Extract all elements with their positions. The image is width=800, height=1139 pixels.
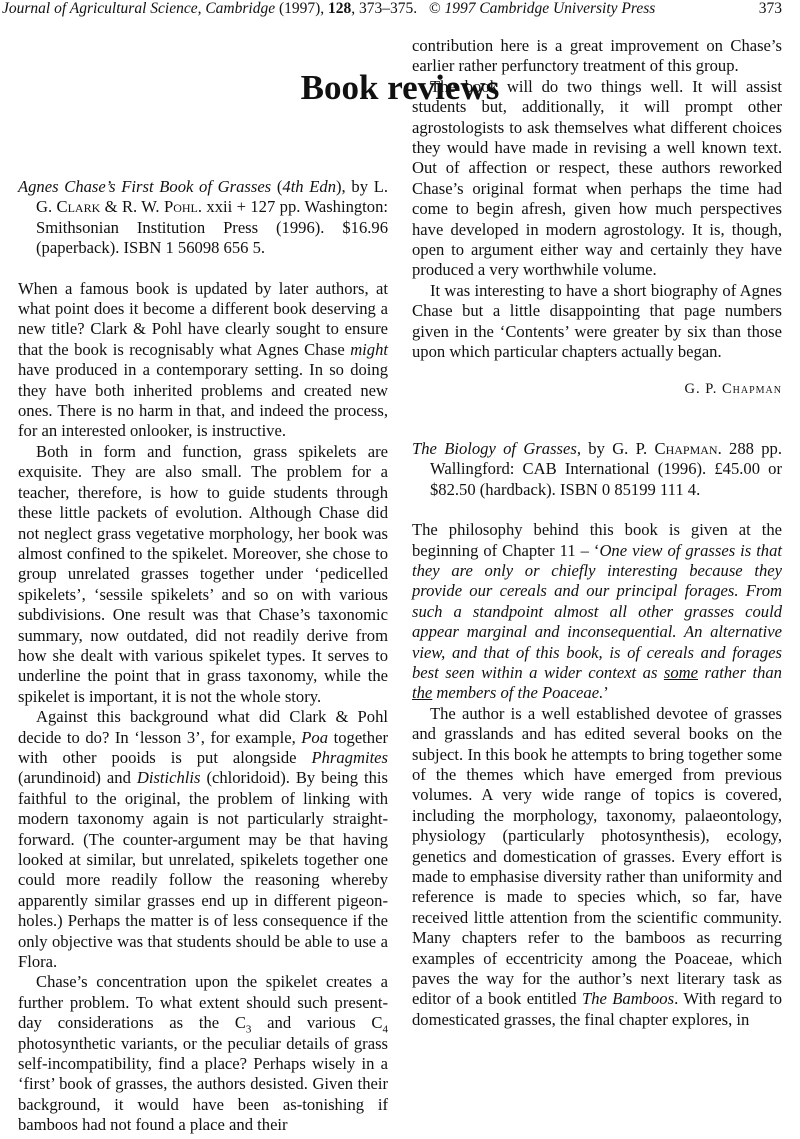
paragraph bbox=[412, 704, 782, 1031]
text-run: Distichlis bbox=[136, 768, 201, 788]
text-run: Phragmites bbox=[311, 747, 388, 767]
left-column bbox=[18, 177, 388, 1136]
text-run: 3 bbox=[245, 1023, 252, 1036]
text-run: Clark bbox=[56, 197, 101, 217]
text-run: the bbox=[412, 683, 433, 703]
text-run: & R. W. bbox=[100, 197, 164, 217]
text-run: ’ bbox=[603, 683, 609, 703]
text-run: . xxii + 127 pp. Washington: Smithsonian Institution Press (1996). $16.96 (paperback). ISBN 1 56098 656 5. bbox=[36, 197, 388, 258]
journal-year: (1997), bbox=[278, 0, 325, 17]
text-run: ), by L. G. bbox=[36, 177, 388, 217]
right-column bbox=[412, 36, 782, 1030]
journal-volume: 128 bbox=[328, 0, 352, 17]
text-run: When a famous book is updated by later authors, at what point does it become a different book deserving a new title? Clark & Pohl have clearly sought to ensure that the book is recognisably what Agnes Chase bbox=[18, 278, 388, 359]
text-run: Pohl bbox=[163, 197, 198, 217]
text-run: together with other pooids is put alongside bbox=[18, 727, 388, 767]
paragraph bbox=[412, 77, 782, 281]
paragraph bbox=[18, 707, 388, 972]
paragraph bbox=[412, 281, 782, 363]
text-run: , by G. P. bbox=[576, 438, 655, 458]
text-run: 4th Edn bbox=[282, 177, 337, 196]
text-run: ( bbox=[271, 177, 283, 196]
paragraph bbox=[18, 442, 388, 707]
text-run: Chase’s concentration upon the spikelet creates a further problem. To what extent should such present-day considerations as the C bbox=[18, 972, 388, 1033]
text-run: some bbox=[663, 662, 699, 682]
text-run: It was interesting to have a short biography of Agnes Chase but a little disappointing that page numbers given in the ‘Contents’ were greater by six than those upon which particular chapters actually began. bbox=[412, 280, 782, 362]
copyright: © 1997 Cambridge University Press bbox=[428, 0, 656, 17]
journal-name: Journal of Agricultural Science, Cambridge bbox=[2, 0, 276, 17]
text-run: 4 bbox=[382, 1023, 388, 1036]
text-run: Agnes Chase’s First Book of Grasses bbox=[18, 177, 272, 196]
text-run: have produced in a contemporary setting. In so doing they have both inherited problems and created new ones. There is no harm in that, and indeed the process, for an interested onlooker, is instructive. bbox=[18, 360, 388, 441]
text-run: might bbox=[350, 339, 388, 359]
text-run: . 288 pp. Wallingford: CAB International (1996). £45.00 or $82.50 (hardback). ISBN 0 85199 111 4. bbox=[430, 438, 782, 499]
running-header bbox=[2, 0, 655, 18]
text-run: One view of grasses is that they are only or chiefly interesting because they provide our cereals and our principal forages. From such a standpoint almost all other grasses could appear marginal and inconsequential. An alternative view, and that of this book, is of cereals and forages best seen within a wider context as bbox=[412, 540, 783, 682]
text-run: The philosophy behind this book is given at the beginning of Chapter 11 – ‘ bbox=[412, 520, 782, 560]
text-run: The Biology of Grasses bbox=[412, 438, 577, 458]
text-run: rather than bbox=[698, 662, 782, 682]
text-run: G. P. Chapman bbox=[684, 380, 782, 397]
journal-pages: , 373–375. bbox=[351, 0, 418, 17]
reviewer-signature bbox=[412, 379, 782, 399]
text-run: photosynthetic variants, or the peculiar details of grass self-incompatibility, find a place? Perhaps wisely in a ‘first’ book of grasses, the authors desisted. Given their background, it would have been as-tonishing if bamboos had not found a place and their bbox=[18, 1033, 388, 1135]
page-number: 373 bbox=[758, 0, 782, 17]
paragraph bbox=[412, 36, 782, 77]
text-run: contribution here is a great improvement on Chase’s earlier rather perfunctory treatment of this group. bbox=[412, 36, 782, 76]
paragraph bbox=[18, 279, 388, 442]
text-run: (chloridoid). By being this faithful to the original, the problem of linking with modern taxonomy again is not particularly straight-forward. (The counter-argument may be that having looked at similar, but unrelated, spikelets together one could more readily follow the reasoning whereby apparently similar grasses end up in different pigeon-holes.) Perhaps the matter is of less consequence if the only objective was that students should be able to use a Flora. bbox=[18, 768, 388, 972]
text-run: The Bamboos bbox=[581, 989, 675, 1009]
text-run: Poa bbox=[301, 727, 329, 747]
text-run: The book will do two things well. It will assist students but, additionally, it will prompt other agrostologists to ask themselves what different choices they would have made in revising a well known text. Out of affection or respect, these authors reworked Chase’s original format when perhaps the time had come to begin afresh, given how much perspectives have developed in modern agrostology. It is, though, open to argument either way and certainly they have produced a very worthwhile volume. bbox=[412, 76, 782, 280]
paragraph bbox=[18, 972, 388, 1135]
book-citation bbox=[18, 177, 388, 259]
text-run: and various C bbox=[251, 1013, 383, 1033]
text-run: Against this background what did Clark & Pohl decide to do? In ‘lesson 3’, for example, bbox=[18, 707, 388, 747]
text-run: . With regard to domesticated grasses, the final chapter explores, in bbox=[412, 989, 783, 1029]
text-run: The author is a well established devotee of grasses and grasslands and has edited several books on the subject. In this book he attempts to bring together some of the themes which have emerged from previous volumes. A very wide range of topics is covered, including the morphology, taxonomy, palaeontology, physiology (particularly photosynthesis), ecology, genetics and domestication of grasses. Every effort is made to emphasise diversity rather than uniformity and reference is made to species which, so far, have received little attention from the scientific community. Many chapters refer to the bamboos as recurring examples of eccentricity among the Poaceae, which paves the way for the author’s next literary task as editor of a book entitled bbox=[412, 703, 782, 1009]
text-run: (arundinoid) and bbox=[18, 768, 137, 788]
paragraph bbox=[412, 520, 782, 704]
book-citation bbox=[412, 439, 782, 500]
section-title: Book reviews bbox=[300, 68, 500, 107]
text-run: Chapman bbox=[654, 438, 718, 458]
text-run: Both in form and function, grass spikelets are exquisite. They are also small. The problem for a teacher, therefore, is how to guide students through these little packets of evolution. Although Chase did not neglect grass vegetative morphology, her book was almost confined to the spikelet. Moreover, she chose to group unrelated grasses together under ‘pedicelled spikelets’, ‘sessile spikelets’ and so on with various subdivisions. One result was that Chase’s taxonomic summary, now outdated, did not readily derive from how she dealt with various spikelet types. It serves to underline the point that in grass taxonomy, while the spikelet is important, it is not the whole story. bbox=[18, 441, 388, 706]
text-run: members of the Poaceae. bbox=[432, 683, 604, 703]
